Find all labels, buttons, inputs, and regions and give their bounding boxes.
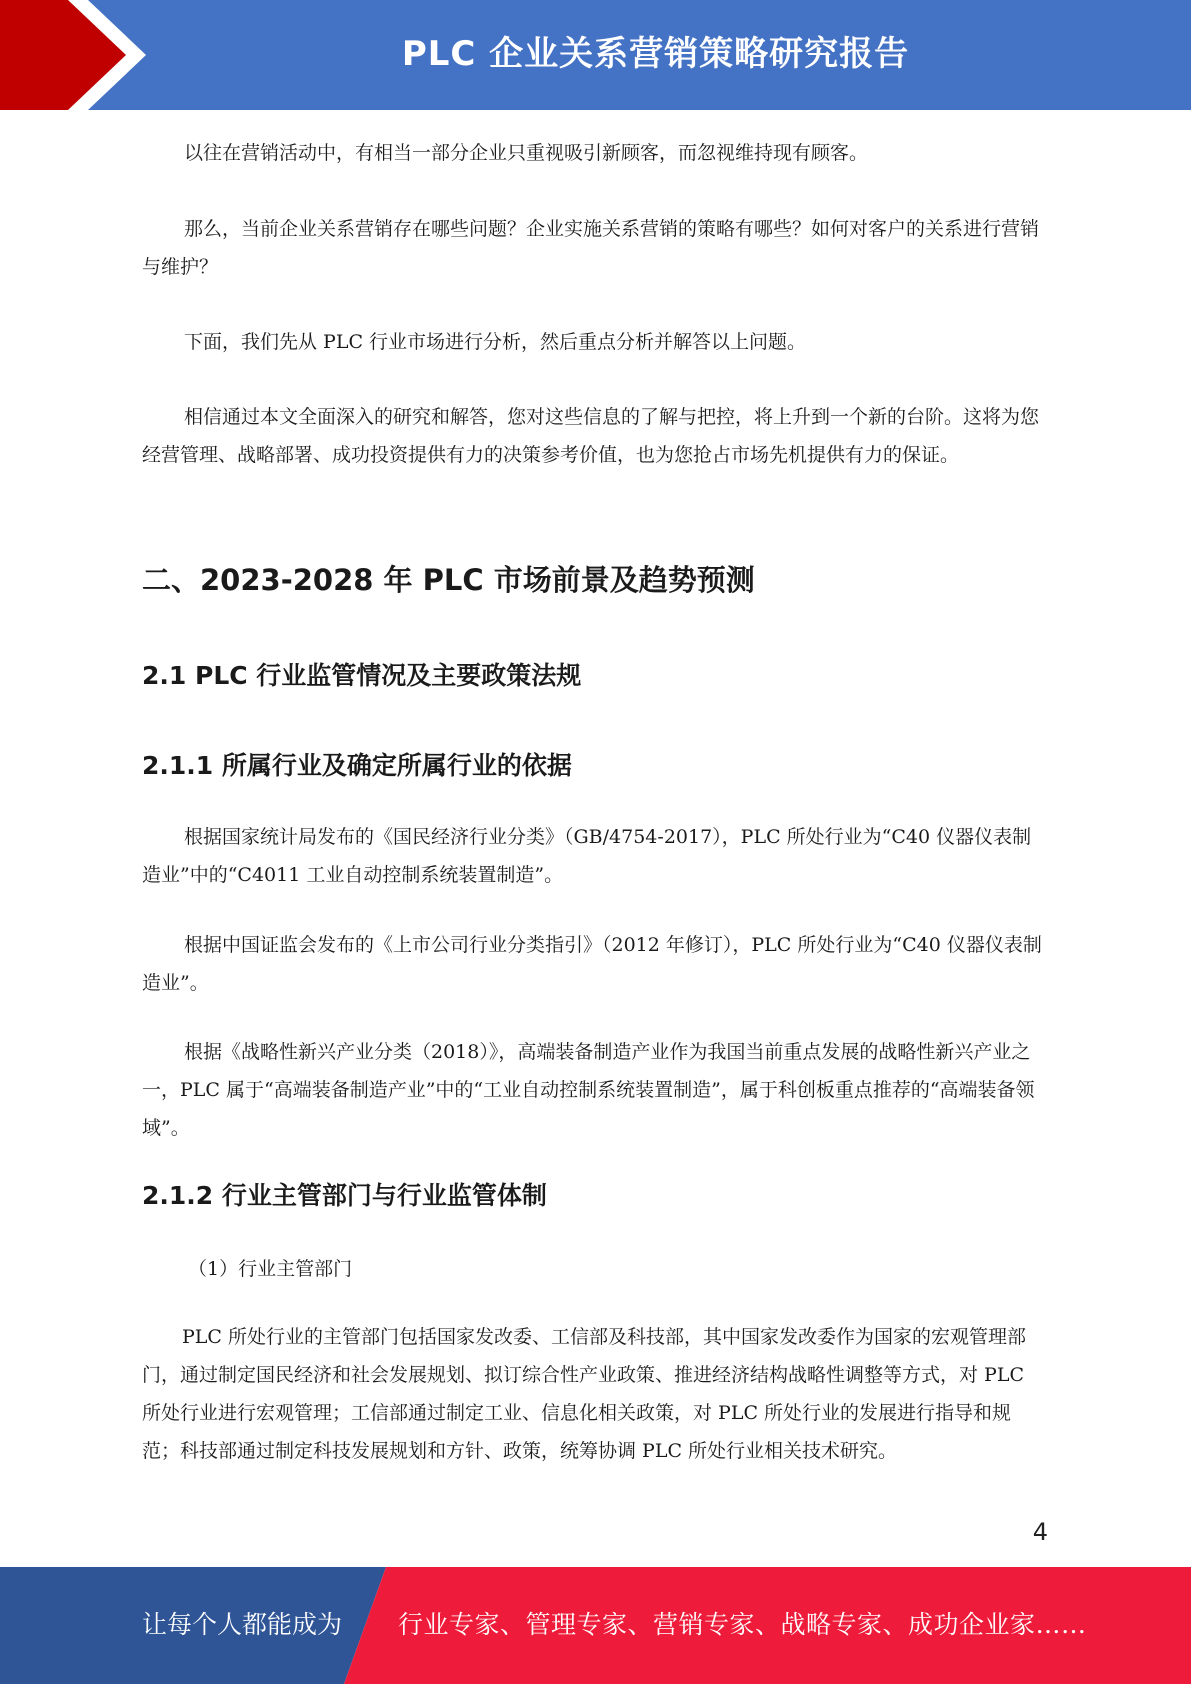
- classification-paragraph-3: 根据《战略性新兴产业分类（2018）》，高端装备制造产业作为我国当前重点发展的战略性新兴产业之一，PLC 属于“高端装备制造产业”中的“工业自动控制系统装置制造”，属于科创板重点推荐的“高端装备领域”。: [142, 1041, 1035, 1139]
- subsection-heading-2-1-2: 2.1.2 行业主管部门与行业监管体制: [142, 1181, 547, 1210]
- intro-paragraph-2: 那么，当前企业关系营销存在哪些问题？企业实施关系营销的策略有哪些？如何对客户的关系进行营销与维护？: [142, 218, 1040, 278]
- page-number: 4: [1032, 1518, 1048, 1546]
- intro-paragraph-1: 以往在营销活动中，有相当一部分企业只重视吸引新顾客，而忽视维持现有顾客。: [184, 142, 869, 164]
- section-heading: 二、2023-2028 年 PLC 市场前景及趋势预测: [142, 563, 755, 597]
- intro-paragraph-3: 下面，我们先从 PLC 行业市场进行分析，然后重点分析并解答以上问题。: [184, 331, 807, 353]
- footer-slogan-left: 让每个人都能成为: [142, 1610, 343, 1639]
- subsection-heading-2-1: 2.1 PLC 行业监管情况及主要政策法规: [142, 661, 582, 690]
- classification-paragraph-1: 根据国家统计局发布的《国民经济行业分类》（GB/4754-2017），PLC 所处行业为“C40 仪器仪表制造业”中的“C4011 工业自动控制系统装置制造”。: [142, 826, 1032, 886]
- footer-slogan-right: 行业专家、管理专家、营销专家、战略专家、成功企业家……: [398, 1610, 1087, 1639]
- subsection-heading-2-1-1: 2.1.1 所属行业及确定所属行业的依据: [142, 751, 572, 780]
- classification-paragraph-2: 根据中国证监会发布的《上市公司行业分类指引》（2012 年修订），PLC 所处行业为“C40 仪器仪表制造业”。: [142, 934, 1042, 994]
- page-header: [0, 0, 1191, 110]
- list-item-department: （1）行业主管部门: [188, 1258, 353, 1280]
- intro-paragraph-4: 相信通过本文全面深入的研究和解答，您对这些信息的了解与把控，将上升到一个新的台阶。这将为您经营管理、战略部署、成功投资提供有力的决策参考价值，也为您抢占市场先机提供有力的保证。: [142, 406, 1040, 466]
- header-title: PLC 企业关系营销策略研究报告: [401, 34, 910, 74]
- page-footer: [0, 1567, 1191, 1684]
- department-paragraph: PLC 所处行业的主管部门包括国家发改委、工信部及科技部，其中国家发改委作为国家的宏观管理部门，通过制定国民经济和社会发展规划、拟订综合性产业政策、推进经济结构战略性调整等方式，对 PLC 所处行业进行宏观管理；工信部通过制定工业、信息化相关政策，对 PLC 所处行业的发展进行指导和规范；科技部通过制定科技发展规划和方针、政策，统筹协调 PLC 所处行业相关技术研究。: [142, 1326, 1026, 1462]
